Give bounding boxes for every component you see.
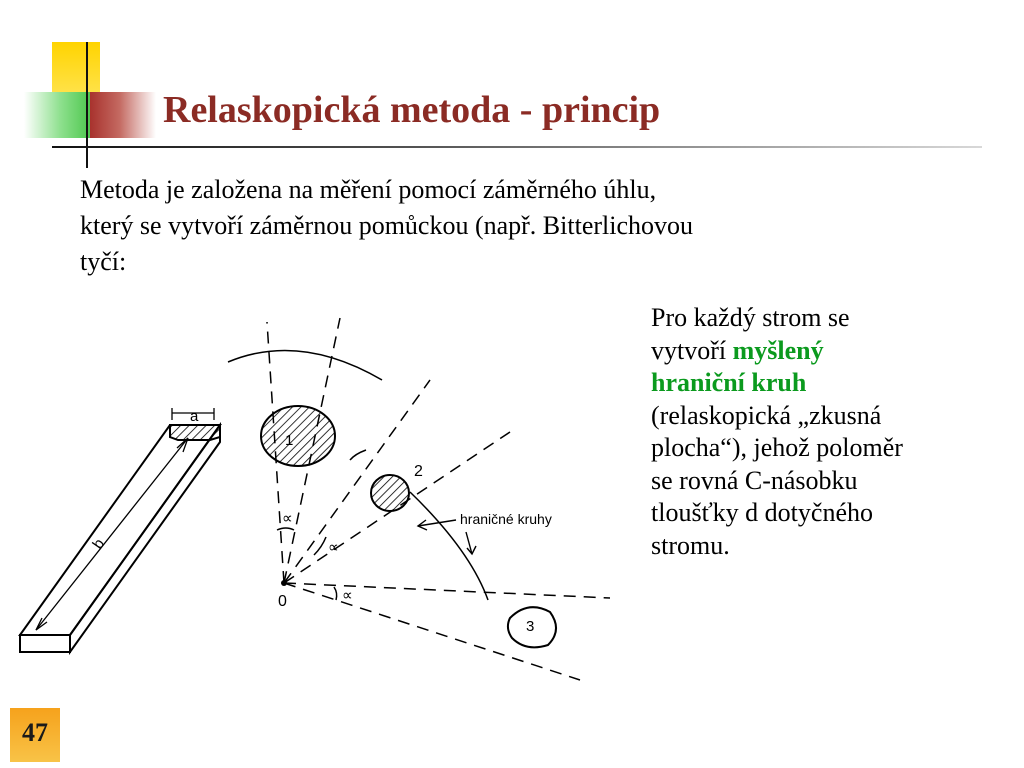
sight-lines bbox=[267, 318, 610, 680]
bitterlich-stick bbox=[20, 408, 220, 652]
decor-yellow-square bbox=[52, 42, 100, 94]
label-origin: 0 bbox=[278, 593, 287, 610]
decor-title-underline bbox=[52, 146, 982, 148]
intro-paragraph bbox=[80, 172, 910, 280]
page-number-badge bbox=[10, 708, 60, 762]
highlight-myšlený: myšlený bbox=[732, 335, 824, 365]
decor-vertical-line bbox=[86, 42, 88, 168]
angle-arc-1 bbox=[277, 528, 294, 530]
label-alpha-3: ∝ bbox=[342, 587, 353, 604]
label-tree-3: 3 bbox=[526, 618, 535, 635]
side-line-2 bbox=[651, 335, 1001, 368]
sight-plate bbox=[170, 425, 220, 440]
highlight-hranicni-kruh: hraniční kruh bbox=[651, 368, 807, 397]
label-alpha-2: ∝ bbox=[328, 539, 339, 556]
sight-line-3a bbox=[284, 583, 610, 598]
decor-red-gradient bbox=[90, 92, 156, 138]
label-b: b bbox=[89, 535, 109, 553]
decor-green-gradient bbox=[24, 92, 90, 138]
origin-point bbox=[281, 580, 287, 586]
angle-arc-3 bbox=[334, 587, 337, 600]
label-a: a bbox=[190, 408, 199, 425]
tree-1 bbox=[261, 406, 335, 466]
side-paragraph bbox=[651, 302, 1001, 562]
intro-line-1: Metoda je založena na měření pomocí záměrného úhlu, bbox=[80, 175, 657, 204]
boundary-arc-right bbox=[410, 492, 488, 600]
side-line-4: (relaskopická „zkusná bbox=[651, 400, 882, 430]
relascope-diagram bbox=[0, 300, 640, 700]
side-line-2-text: vytvoří bbox=[651, 335, 733, 365]
intro-line-3: tyčí: bbox=[80, 247, 127, 276]
label-boundary-circles: hraničné kruhy bbox=[460, 511, 552, 527]
stick-end-face bbox=[20, 635, 70, 652]
tree-2 bbox=[371, 475, 409, 511]
side-line-6: se rovná C-násobku bbox=[651, 465, 858, 495]
label-tree-1: 1 bbox=[285, 432, 294, 449]
slide-title: Relaskopická metoda - princip bbox=[163, 89, 661, 131]
side-line-8: stromu. bbox=[651, 530, 730, 560]
angle-arc-2 bbox=[314, 537, 326, 555]
boundary-arc-top bbox=[228, 350, 382, 380]
boundary-arc-mid bbox=[350, 450, 366, 460]
label-alpha-1: ∝ bbox=[282, 510, 293, 527]
intro-line-2: který se vytvoří záměrnou pomůckou (např. Bitterlichovou bbox=[80, 211, 694, 240]
side-line-5: plocha“), jehož poloměr bbox=[651, 433, 903, 462]
dimension-b-line bbox=[36, 438, 188, 630]
page-number: 47 bbox=[22, 718, 48, 747]
side-line-1: Pro každý strom se bbox=[651, 303, 850, 332]
label-tree-2: 2 bbox=[414, 463, 423, 480]
stick-top-face bbox=[20, 425, 220, 635]
side-line-7: tloušťky d dotyčného bbox=[651, 498, 873, 527]
